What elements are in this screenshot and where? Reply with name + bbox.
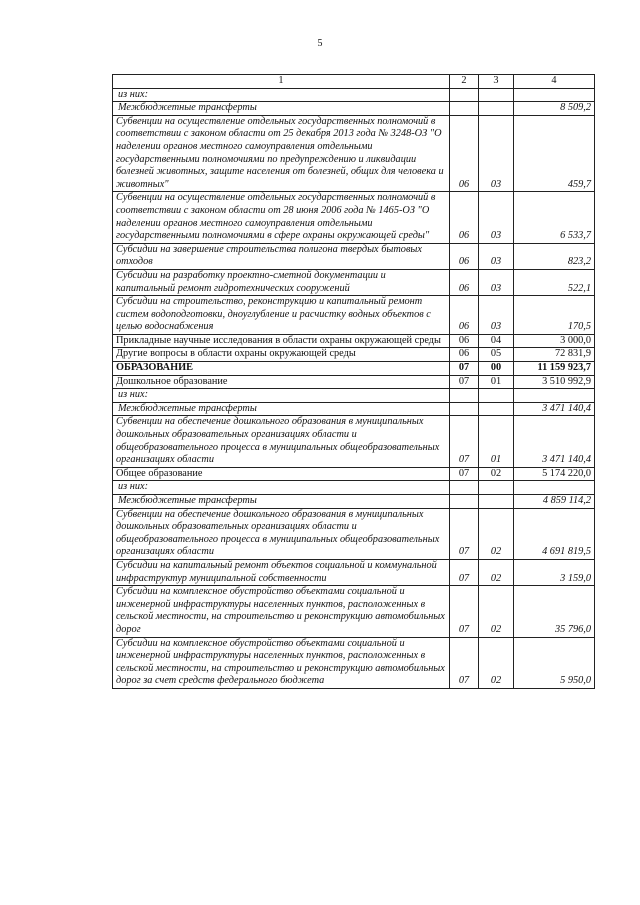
row-subsection-cell: 04 xyxy=(479,334,514,348)
row-section-cell: 07 xyxy=(450,586,479,637)
row-section-cell xyxy=(450,102,479,116)
table-row xyxy=(113,115,595,192)
table-row xyxy=(113,88,595,102)
row-name-cell: ОБРАЗОВАНИЕ xyxy=(113,362,450,376)
row-subsection-cell xyxy=(479,481,514,495)
row-amount-cell: 459,7 xyxy=(514,115,595,192)
row-amount-cell: 4 691 819,5 xyxy=(514,508,595,559)
row-amount-cell: 522,1 xyxy=(514,269,595,295)
row-name-cell: Межбюджетные трансферты xyxy=(113,495,450,509)
row-subsection-cell: 02 xyxy=(479,559,514,585)
table-row xyxy=(113,362,595,376)
table-header-row xyxy=(113,75,595,89)
row-name-cell: Субсидии на комплексное обустройство объектами социальной и инженерной инфраструктуры населенных пунктов, расположенных в сельской местности, на строительство и реконструкцию автомобильных дорог за счет средств федерального бюджета xyxy=(113,637,450,688)
row-amount-cell: 3 000,0 xyxy=(514,334,595,348)
row-name-cell: Субсидии на разработку проектно-сметной документации и капитальный ремонт гидротехнических сооружений xyxy=(113,269,450,295)
row-section-cell: 06 xyxy=(450,348,479,362)
row-name-cell: из них: xyxy=(113,88,450,102)
row-amount-cell: 6 533,7 xyxy=(514,192,595,243)
row-amount-cell: 823,2 xyxy=(514,243,595,269)
row-name-cell: Другие вопросы в области охраны окружающей среды xyxy=(113,348,450,362)
row-section-cell: 06 xyxy=(450,243,479,269)
row-amount-cell: 170,5 xyxy=(514,296,595,335)
row-amount-cell: 3 510 992,9 xyxy=(514,375,595,389)
row-subsection-cell: 05 xyxy=(479,348,514,362)
table-row xyxy=(113,243,595,269)
table-row xyxy=(113,402,595,416)
row-name-cell: Субвенции на обеспечение дошкольного образования в муниципальных дошкольных образовательных организациях области и общеобразовательного процесса в муниципальных общеобразовательных организациях области xyxy=(113,508,450,559)
table-row xyxy=(113,637,595,688)
row-name-cell: Субсидии на строительство, реконструкцию и капитальный ремонт систем водоподготовки, дноуглубление и расчистку водных объектов с целью водоснабжения xyxy=(113,296,450,335)
table-row xyxy=(113,559,595,585)
row-name-cell: из них: xyxy=(113,389,450,403)
row-amount-cell: 11 159 923,7 xyxy=(514,362,595,376)
column-header: 3 xyxy=(479,75,514,89)
table-row xyxy=(113,467,595,481)
row-subsection-cell xyxy=(479,495,514,509)
row-name-cell: Дошкольное образование xyxy=(113,375,450,389)
row-subsection-cell xyxy=(479,389,514,403)
row-section-cell: 07 xyxy=(450,508,479,559)
table-row xyxy=(113,481,595,495)
row-name-cell: Межбюджетные трансферты xyxy=(113,402,450,416)
page-number: 5 xyxy=(317,38,323,49)
table-row xyxy=(113,334,595,348)
row-name-cell: Субвенции на обеспечение дошкольного образования в муниципальных дошкольных образовательных организациях области и общеобразовательного процесса в муниципальных общеобразовательных организациях области xyxy=(113,416,450,467)
row-subsection-cell: 03 xyxy=(479,192,514,243)
row-subsection-cell: 02 xyxy=(479,637,514,688)
row-section-cell xyxy=(450,389,479,403)
row-name-cell: Субсидии на капитальный ремонт объектов социальной и коммунальной инфраструктур муниципальной собственности xyxy=(113,559,450,585)
column-header: 4 xyxy=(514,75,595,89)
row-name-cell: Субвенции на осуществление отдельных государственных полномочий в соответствии с законом области от 25 декабря 2013 года № 3248-ОЗ "О наделении органов местного самоуправления отдельными государственными полномочиями по предупреждению и ликвидации болезней животных, защите населения от болезней, общих для человека и животных" xyxy=(113,115,450,192)
table-row xyxy=(113,495,595,509)
row-amount-cell: 72 831,9 xyxy=(514,348,595,362)
row-subsection-cell xyxy=(479,88,514,102)
row-amount-cell: 8 509,2 xyxy=(514,102,595,116)
row-amount-cell: 35 796,0 xyxy=(514,586,595,637)
row-subsection-cell: 01 xyxy=(479,375,514,389)
column-header: 2 xyxy=(450,75,479,89)
table-row xyxy=(113,586,595,637)
table-row xyxy=(113,348,595,362)
row-section-cell: 07 xyxy=(450,559,479,585)
row-section-cell xyxy=(450,88,479,102)
table-row xyxy=(113,192,595,243)
row-amount-cell: 3 471 140,4 xyxy=(514,416,595,467)
row-subsection-cell: 03 xyxy=(479,243,514,269)
row-section-cell: 07 xyxy=(450,416,479,467)
budget-table xyxy=(112,74,595,689)
row-subsection-cell: 02 xyxy=(479,586,514,637)
row-subsection-cell: 02 xyxy=(479,508,514,559)
row-section-cell xyxy=(450,481,479,495)
row-section-cell: 07 xyxy=(450,467,479,481)
row-amount-cell xyxy=(514,389,595,403)
row-amount-cell xyxy=(514,481,595,495)
table-row xyxy=(113,375,595,389)
row-subsection-cell xyxy=(479,102,514,116)
row-amount-cell: 3 159,0 xyxy=(514,559,595,585)
row-section-cell xyxy=(450,495,479,509)
row-subsection-cell: 03 xyxy=(479,115,514,192)
row-name-cell: Общее образование xyxy=(113,467,450,481)
row-subsection-cell: 01 xyxy=(479,416,514,467)
row-section-cell: 07 xyxy=(450,362,479,376)
column-header: 1 xyxy=(113,75,450,89)
row-subsection-cell xyxy=(479,402,514,416)
row-section-cell: 06 xyxy=(450,296,479,335)
row-amount-cell: 3 471 140,4 xyxy=(514,402,595,416)
row-section-cell xyxy=(450,402,479,416)
table-row xyxy=(113,416,595,467)
row-name-cell: Субсидии на комплексное обустройство объектами социальной и инженерной инфраструктуры населенных пунктов, расположенных в сельской местности, на строительство и реконструкцию автомобильных дорог xyxy=(113,586,450,637)
row-section-cell: 06 xyxy=(450,269,479,295)
row-amount-cell: 5 174 220,0 xyxy=(514,467,595,481)
table-row xyxy=(113,269,595,295)
row-name-cell: из них: xyxy=(113,481,450,495)
row-name-cell: Прикладные научные исследования в области охраны окружающей среды xyxy=(113,334,450,348)
row-section-cell: 06 xyxy=(450,115,479,192)
table-row xyxy=(113,102,595,116)
row-name-cell: Межбюджетные трансферты xyxy=(113,102,450,116)
row-subsection-cell: 00 xyxy=(479,362,514,376)
table-row xyxy=(113,296,595,335)
row-subsection-cell: 02 xyxy=(479,467,514,481)
row-subsection-cell: 03 xyxy=(479,269,514,295)
row-section-cell: 06 xyxy=(450,192,479,243)
row-name-cell: Субвенции на осуществление отдельных государственных полномочий в соответствии с законом области от 28 июня 2006 года № 1465-ОЗ "О наделении органов местного самоуправления отдельными государственными полномочиями в сфере охраны окружающей среды" xyxy=(113,192,450,243)
row-amount-cell: 4 859 114,2 xyxy=(514,495,595,509)
row-section-cell: 07 xyxy=(450,375,479,389)
row-amount-cell: 5 950,0 xyxy=(514,637,595,688)
table-row xyxy=(113,508,595,559)
row-section-cell: 06 xyxy=(450,334,479,348)
row-amount-cell xyxy=(514,88,595,102)
row-section-cell: 07 xyxy=(450,637,479,688)
row-subsection-cell: 03 xyxy=(479,296,514,335)
table-row xyxy=(113,389,595,403)
budget-table-body xyxy=(113,75,595,689)
row-name-cell: Субсидии на завершение строительства полигона твердых бытовых отходов xyxy=(113,243,450,269)
